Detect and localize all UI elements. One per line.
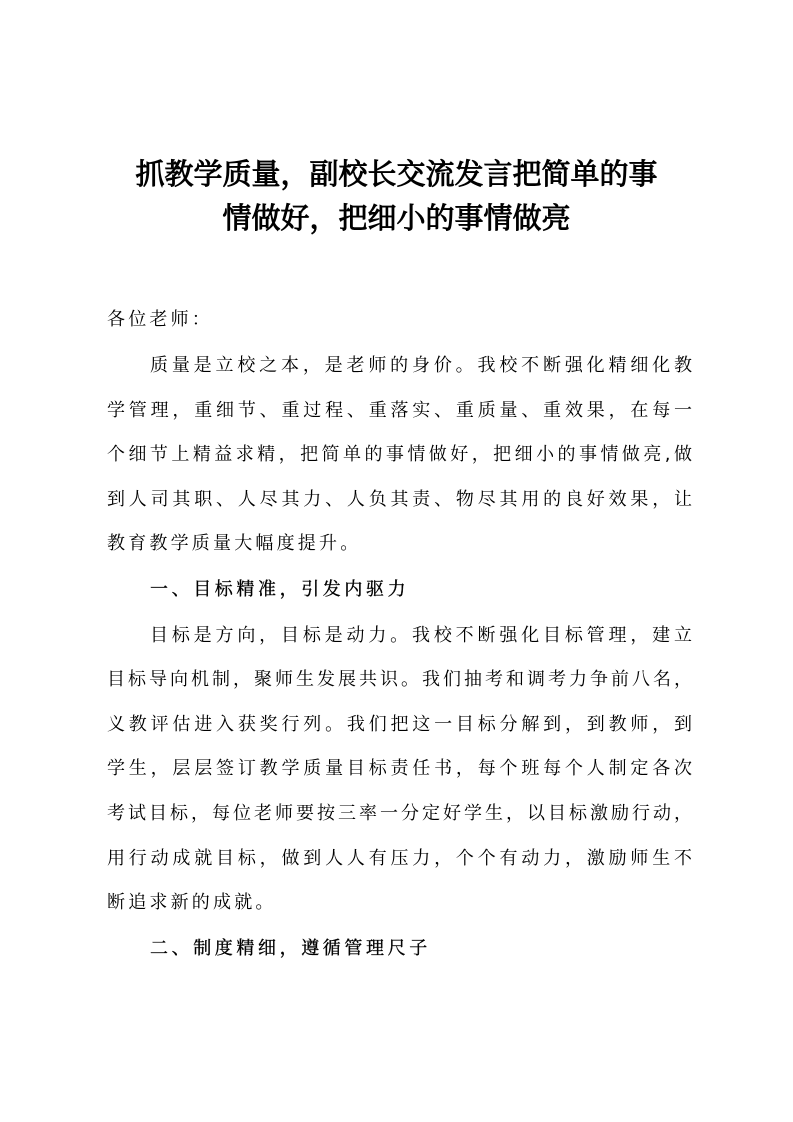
section-1-line-7: 断追求新的成就。 bbox=[107, 892, 277, 913]
intro-line-4: 到人司其职、人尽其力、人负其责、物尽其用的良好效果，让 bbox=[107, 489, 692, 510]
section-1-line-6: 用行动成就目标，做到人人有压力，个个有动力，激励师生不 bbox=[107, 848, 692, 869]
section-1-line-2: 目标导向机制，聚师生发展共识。我们抽考和调考力争前八名， bbox=[107, 669, 692, 690]
section-1-line-1: 目标是方向，目标是动力。我校不断强化目标管理，建立 bbox=[150, 625, 692, 646]
title-line-1: 抓教学质量，副校长交流发言把简单的事 bbox=[135, 157, 658, 191]
section-1-line-4: 学生，层层签订教学质量目标责任书，每个班每个人制定各次 bbox=[107, 758, 692, 779]
intro-line-2: 学管理，重细节、重过程、重落实、重质量、重效果，在每一 bbox=[107, 400, 692, 421]
section-1-line-5: 考试目标，每位老师要按三率一分定好学生，以目标激励行动， bbox=[107, 803, 692, 824]
intro-line-1: 质量是立校之本，是老师的身价。我校不断强化精细化教 bbox=[150, 355, 692, 376]
intro-line-3: 个细节上精益求精，把简单的事情做好，把细小的事情做亮,做 bbox=[107, 444, 692, 465]
intro-line-5: 教育教学质量大幅度提升。 bbox=[107, 533, 362, 554]
section-2-heading: 二、制度精细，遵循管理尺子 bbox=[150, 938, 431, 959]
document-title bbox=[100, 152, 693, 240]
salutation: 各位老师： bbox=[107, 309, 213, 330]
section-1-heading: 一、目标精准，引发内驱力 bbox=[150, 579, 410, 600]
title-line-2: 情做好，把细小的事情做亮 bbox=[222, 201, 571, 235]
section-1-line-3: 义教评估进入获奖行列。我们把这一目标分解到，到教师，到 bbox=[107, 714, 692, 735]
